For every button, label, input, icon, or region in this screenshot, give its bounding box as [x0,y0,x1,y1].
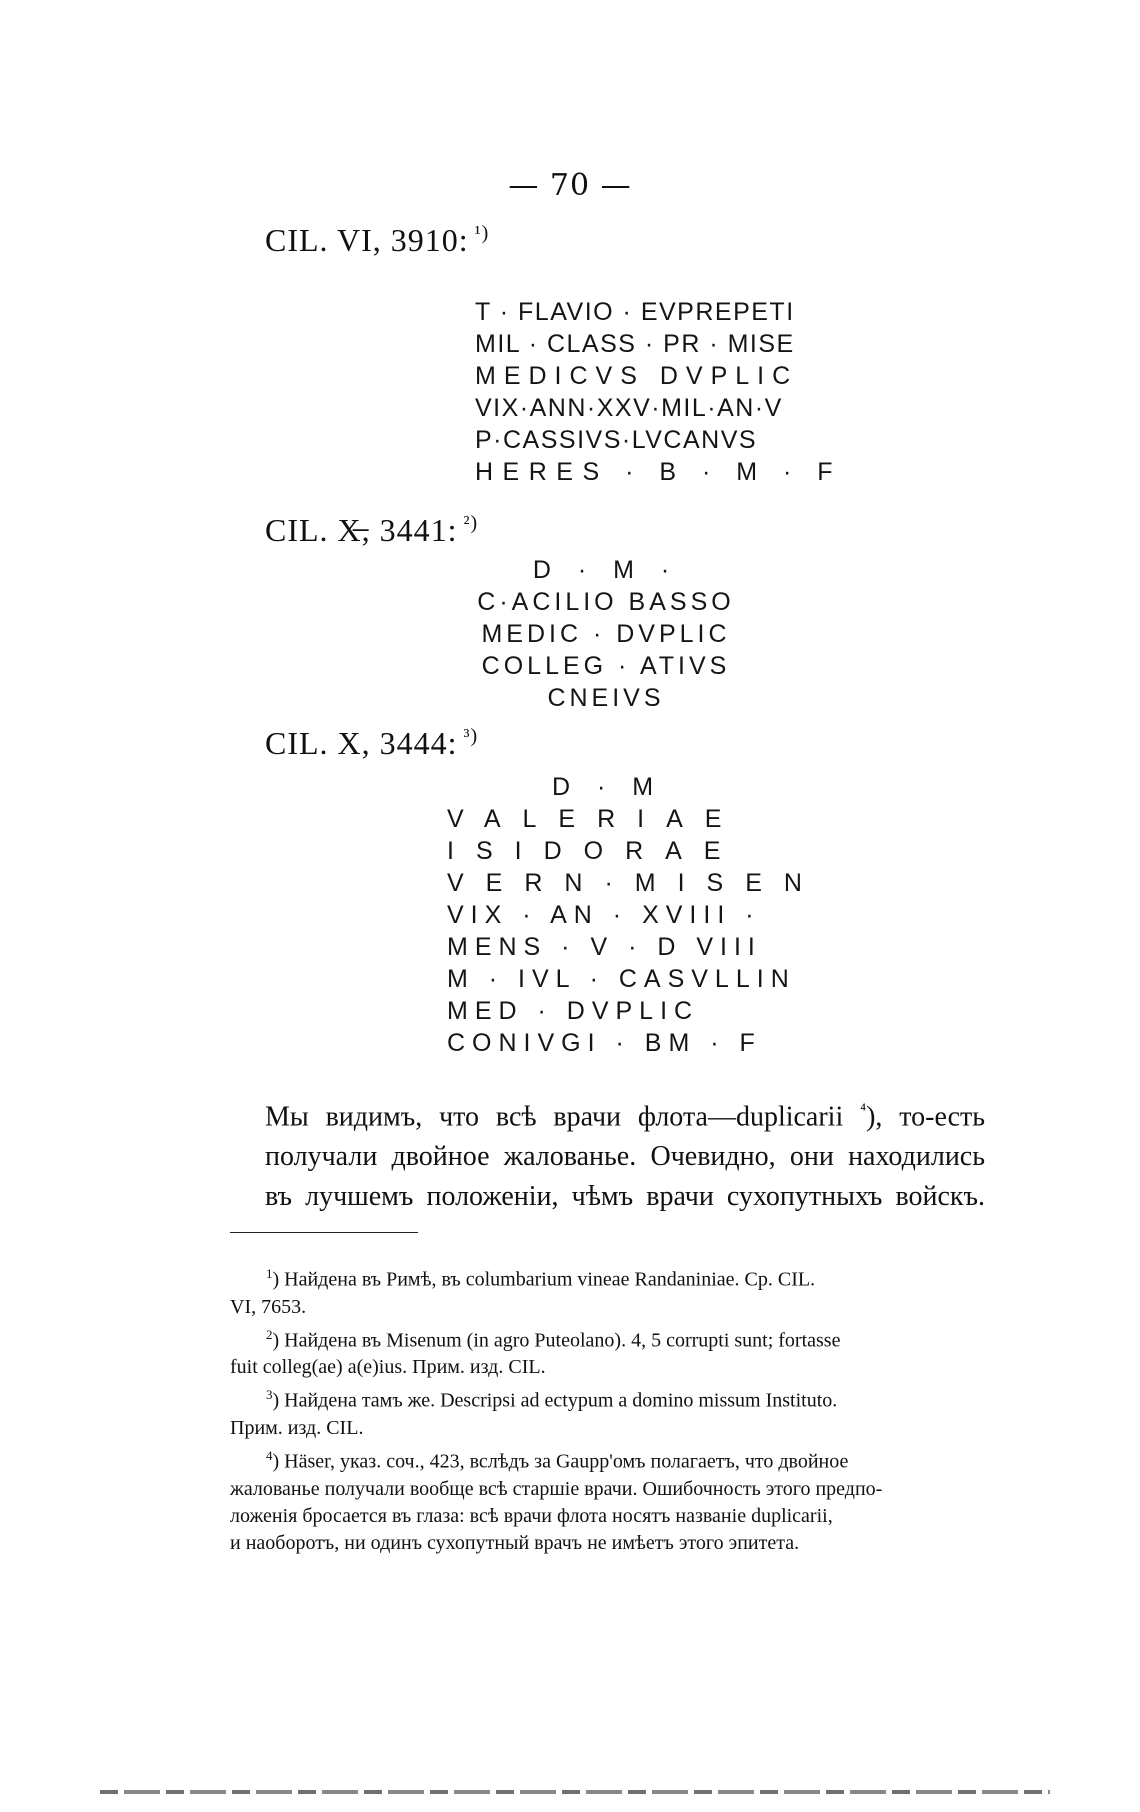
inscription-line: MED · DVPLIC [447,997,700,1025]
footnote-line: и наоборотъ, ни одинъ сухопутный врачъ не имѣетъ этого эпитета. [230,1531,800,1554]
inscription-line: CNEIVS [547,684,665,712]
footnote-text: ) Найдена въ Римѣ, въ columbarium vineae Randaniniae. Ср. CIL. [272,1268,816,1291]
footnote-line: жалованье получали вообще всѣ старшіе врачи. Ошибочность этого предпо- [230,1477,883,1500]
body-line [265,1090,985,1137]
footnote-2 [230,1321,985,1382]
cil-reference-text: CIL. VI, 3910: [265,222,469,258]
page-number: — 70 — [508,168,632,203]
footnote-1 [230,1260,985,1321]
footnotes [230,1260,985,1557]
inscription-line: P·CASSIVS·LVCANVS [475,426,758,454]
inscription-line: MEDIC · DVPLIC [481,620,731,648]
inscription-3 [447,771,824,1059]
cil-reference-2 [265,512,478,549]
body-text: ), то-есть [866,1101,986,1133]
footnote-line: Прим. изд. CIL. [230,1416,364,1439]
footnote-marker: ³) [463,725,479,748]
footnote-marker: ¹) [474,222,490,245]
inscription-line: ISIDORAE [447,837,743,865]
footnote-mark: 4 [266,1447,273,1463]
footnote-line: VI, 7653. [230,1295,307,1318]
inscription-line: VIX·ANN·XXV·MIL·AN·V [475,394,783,422]
inscription-line: HERES · B · M · F [475,458,843,486]
inscription-line: CONIVGI · BM · F [447,1029,762,1057]
footnote-text: ) Häser, указ. соч., 423, вслѣдъ за Gaupp'омъ полагаетъ, что двойное [272,1450,849,1473]
body-text: Мы видимъ, что всѣ врачи флота—duplicarii [265,1101,844,1133]
inscription-line: MENS · V · D VIII [447,933,762,961]
footnote-text: ) Найдена тамъ же. Descripsi ad ectypum a domino missum Instituto. [272,1389,838,1412]
footnote-line [230,1381,985,1415]
inscription-line: COLLEG · ATIVS [481,652,731,680]
inscription-line: D · M [552,773,664,801]
footnote-mark: 1 [266,1266,273,1281]
footnote-line: fuit colleg(ae) a(e)ius. Прим. изд. CIL. [230,1356,546,1379]
footnote-line: ложенія бросается въ глаза: всѣ врачи флота носятъ названіе duplicarii, [230,1504,833,1527]
footnote-line [230,1442,985,1476]
cil-reference-3 [265,725,478,762]
inscription-line: MEDICVS DVPLIC [475,362,799,390]
inscription-1 [475,296,842,488]
footnote-text: ) Найдена въ Misenum (in agro Puteolano). 4, 5 corrupti sunt; fortasse [272,1329,841,1352]
footnote-separator [230,1232,418,1233]
inscription-line: VERN·MISEN [447,869,824,897]
footnote-mark: 2 [266,1326,273,1342]
inscription-line: MIL · CLASS · PR · MISE [475,330,795,358]
footnote-mark: 3 [266,1387,273,1403]
cil-reference-text: CIL. X, 3444: [265,725,458,761]
body-line: въ лучшемъ положеніи, чѣмъ врачи сухопутныхъ войскъ. [265,1181,985,1213]
body-line: получали двойное жалованье. Очевидно, они находились [265,1141,985,1173]
footnote-4 [230,1442,985,1557]
inscription-line: C·ACILIO BASSO [477,588,735,616]
cil-reference-1 [265,222,489,259]
inscription-line: VALERIAE [447,805,744,833]
inscription-2 [475,554,737,714]
cil-reference-text: CIL. X̶, 3441: [265,512,458,548]
inscription-line: VIX · AN · XVIII · [447,901,761,929]
footnote-marker: ⁴ [860,1100,867,1119]
inscription-line: M · IVL · CASVLLIN [447,965,796,993]
footnote-marker: ²) [463,512,479,535]
body-paragraph [265,1090,985,1217]
footnote-line [230,1260,985,1294]
footnote-3 [230,1381,985,1442]
scan-edge-artifact [100,1790,1050,1794]
inscription-line: D · M · [532,556,680,584]
inscription-line: T · FLAVIO · EVPREPETI [475,298,795,326]
footnote-line [230,1321,985,1355]
